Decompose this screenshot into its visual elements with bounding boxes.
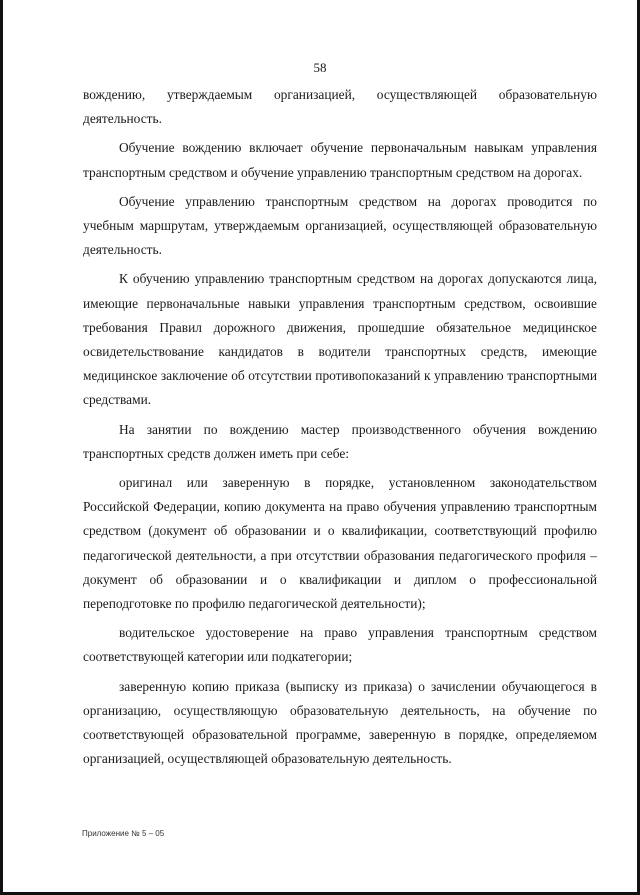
paragraph: Обучение управлению транспортным средством на дорогах проводится по учебным маршрутам, утверждаемым организацией, осуществляющей образовательную деятельность. [83, 193, 597, 258]
list-item: оригинал или заверенную в порядке, установленном законодательством Российской Федерации, копию документа на право обучения управлению транспортным средством (документ об образовании и о квалификации, соответствующий профилю педагогической деятельности, а при отсутствии образования педагогического профиля – документ об образовании и о квалификации и диплом о профессиональной переподготовке по профилю педагогической деятельности); [83, 475, 597, 612]
page-footer: Приложение № 5 – 05 [82, 829, 165, 838]
paragraph: К обучению управлению транспортным средством на дорогах допускаются лица, имеющие первоначальные навыки управления транспортным средством, освоившие требования Правил дорожного движения, прошедшие обязательное медицинское освидетельствование кандидатов в водители транспортных средств, имеющие медицинское заключение об отсутствии противопоказаний к управлению транспортными средствами. [83, 271, 597, 408]
document-body [83, 83, 597, 776]
paragraph: На занятии по вождению мастер производственного обучения вождению транспортных средств должен иметь при себе: [83, 421, 597, 461]
paragraph-continuation: вождению, утверждаемым организацией, осуществляющей образовательную деятельность. [83, 87, 597, 127]
page-number: 58 [313, 60, 327, 75]
paragraph: Обучение вождению включает обучение первоначальным навыкам управления транспортным средством и обучение управлению транспортным средством на дорогах. [83, 140, 597, 180]
scan-border-left [0, 0, 3, 895]
list-item: водительское удостоверение на право управления транспортным средством соответствующей категории или подкатегории; [83, 625, 597, 665]
list-item: заверенную копию приказа (выписку из приказа) о зачислении обучающегося в организацию, осуществляющую образовательную деятельность, на обучение по соответствующей образовательной программе, заверенную в порядке, определяемом организацией, осуществляющей образовательную деятельность. [83, 678, 597, 767]
